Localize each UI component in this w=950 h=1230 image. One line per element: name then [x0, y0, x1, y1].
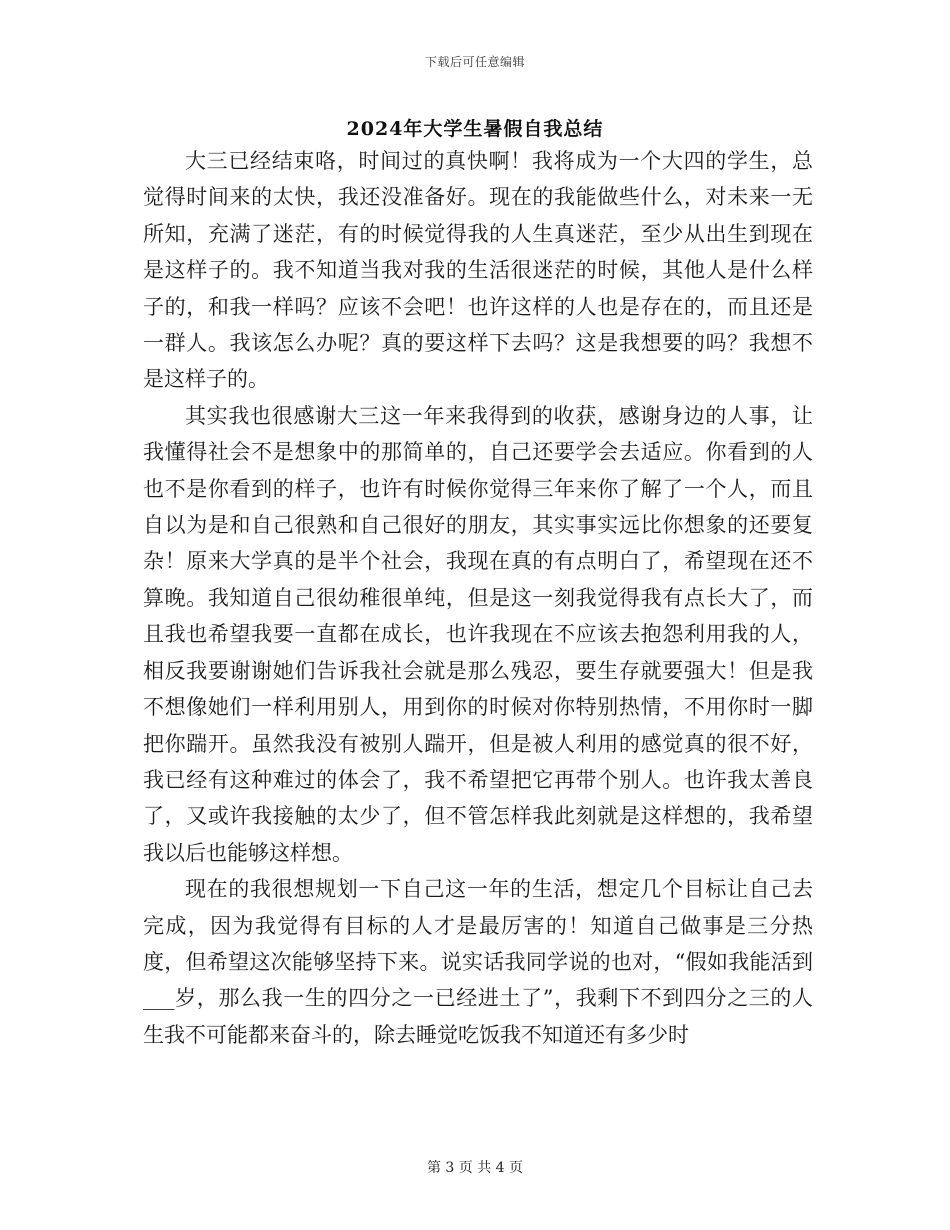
page-number: 第 3 页 共 4 页 [426, 1160, 524, 1176]
paragraph-3: 现在的我很想规划一下自己这一年的生活，想定几个目标让自己去完成，因为我觉得有目标的人才是最厉害的！知道自己做事是三分热度，但希望这次能够坚持下来。说实话我同学说的也对，“假如我能活到___岁，那么我一生的四分之一已经进土了”，我剩下不到四分之三的人生我不可能都来奋斗的，除去睡觉吃饭我不知道还有多少时 [143, 877, 813, 1047]
download-editable-note: 下载后可任意编辑 [424, 55, 525, 69]
paragraph-2: 其实我也很感谢大三这一年来我得到的收获，感谢身边的人事，让我懂得社会不是想象中的那简单的，自己还要学会去适应。你看到的人也不是你看到的样子，也许有时候你觉得三年来你了解了一个人，而且自以为是和自己很熟和自己很好的朋友，其实事实远比你想象的还要复杂！原来大学真的是半个社会，我现在真的有点明白了，希望现在还不算晚。我知道自己很幼稚很单纯，但是这一刻我觉得我有点长大了，而且我也希望我要一直都在成长，也许我现在不应该去抱怨利用我的人，相反我要谢谢她们告诉我社会就是那么残忍，要生存就要强大！但是我不想像她们一样利用别人，用到你的时候对你特别热情，不用你时一脚把你踹开。虽然我没有被别人踹开，但是被人利用的感觉真的很不好，我已经有这种难过的体会了，我不希望把它再带个别人。也许我太善良了，又或许我接触的太少了，但不管怎样我此刻就是这样想的，我希望我以后也能够这样想。 [143, 403, 813, 865]
document-title: 2024年大学生暑假自我总结 [346, 118, 604, 140]
document-body [143, 143, 813, 1053]
paragraph-1: 大三已经结束咯，时间过的真快啊！我将成为一个大四的学生，总觉得时间来的太快，我还没准备好。现在的我能做些什么，对未来一无所知，充满了迷茫，有的时候觉得我的人生真迷茫，至少从出生到现在是这样子的。我不知道当我对我的生活很迷茫的时候，其他人是什么样子的，和我一样吗？应该不会吧！也许这样的人也是存在的，而且还是一群人。我该怎么办呢？真的要这样下去吗？这是我想要的吗？我想不是这样子的。 [143, 149, 813, 392]
